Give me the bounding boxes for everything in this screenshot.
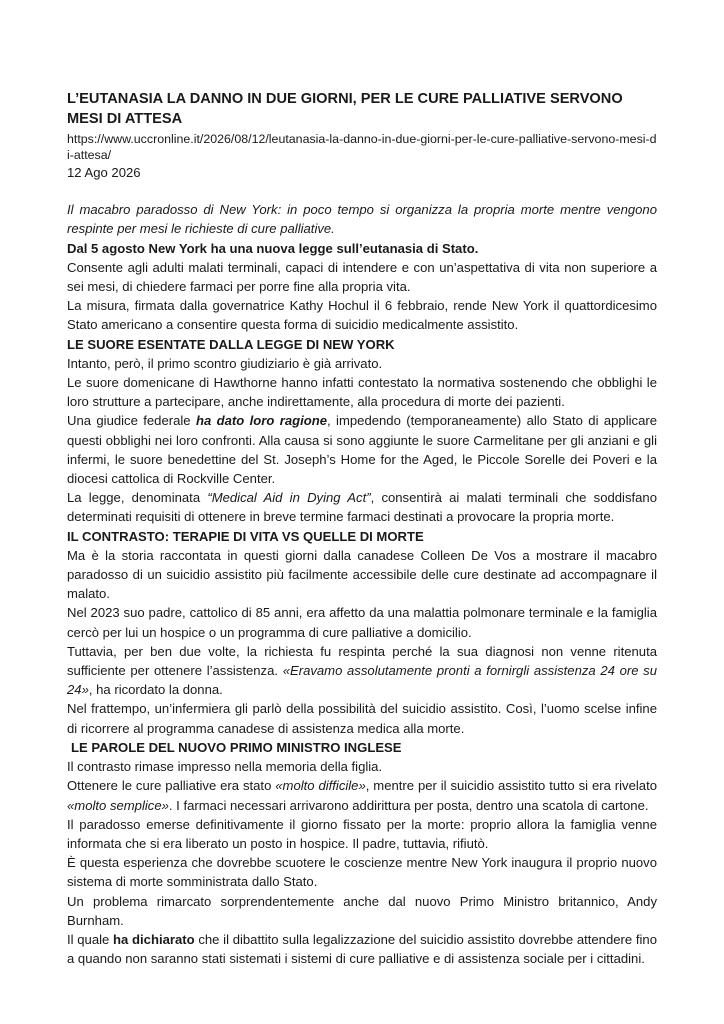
paragraph-1: Consente agli adulti malati terminali, capaci di intendere e con un’aspettativa di vita non superiore a sei mesi, di chiedere farmaci per porre fine alla propria vita. bbox=[67, 259, 657, 295]
paragraph-16 bbox=[67, 930, 657, 968]
paragraph-6-end: , consentirà ai malati terminali che soddisfano determinati requisiti di ottenere in breve termine farmaci destinati a provocare la propria morte. bbox=[67, 490, 657, 525]
paragraph-2: La misura, firmata dalla governatrice Kathy Hochul il 6 febbraio, rende New York il quattordicesimo Stato americano a consentire questa forma di suicidio medicalmente assistito. bbox=[67, 298, 657, 333]
article-title: L’EUTANASIA LA DANNO IN DUE GIORNI, PER LE CURE PALLIATIVE SERVONO MESI DI ATTESA bbox=[67, 91, 623, 127]
quote-difficile: «molto difficile» bbox=[275, 778, 366, 794]
paragraph-12 bbox=[67, 776, 657, 814]
paragraph-6 bbox=[67, 488, 657, 526]
paragraph-9-end: , ha ricordato la donna. bbox=[88, 682, 223, 698]
paragraph-12-start: Ottenere le cure palliative era stato bbox=[67, 778, 276, 794]
section-heading-contrasto: IL CONTRASTO: TERAPIE DI VITA VS QUELLE DI MORTE bbox=[67, 528, 424, 544]
section-heading-suore: LE SUORE ESENTATE DALLA LEGGE DI NEW YORK bbox=[67, 336, 395, 352]
paragraph-5-end: , impedendo (temporaneamente) allo Stato di applicare questi obblighi nei loro confronti. Alla causa si sono aggiunte le suore Carmelitane per gli anziani e gli infermi, le suore benedettine del St. Joseph’s Home for the Aged, le Piccole Sorelle dei Poveri e la diocesi cattolica di Rockville Center. bbox=[67, 413, 658, 487]
paragraph-12-end: . I farmaci necessari arrivarono addirittura per posta, dentro una scatola di cartone. bbox=[168, 797, 649, 813]
paragraph-8: Nel 2023 suo padre, cattolico di 85 anni, era affetto da una malattia polmonare terminale e la famiglia cercò per lui un hospice o un programma di cure palliative a domicilio. bbox=[67, 605, 657, 640]
paragraph-11: Il contrasto rimase impresso nella memoria della figlia. bbox=[67, 759, 383, 775]
paragraph-7: Ma è la storia raccontata in questi giorni dalla canadese Colleen De Vos a mostrare il macabro paradosso di un suicidio assistito più facilmente accessibile delle cure destinate ad accompagnare il malato. bbox=[67, 547, 657, 602]
paragraph-16-end: che il dibattito sulla legalizzazione del suicidio assistito dovrebbe attendere fino a quando non saranno stati sistemati i sistemi di cure palliative e di assistenza sociale per i cittadini. bbox=[67, 931, 657, 967]
paragraph-9 bbox=[67, 642, 657, 700]
declaration-link[interactable]: ha dichiarato bbox=[113, 931, 195, 947]
paragraph-10: Nel frattempo, un’infermiera gli parlò della possibilità del suicidio assistito. Così, l’uomo scelse infine di ricorrere al programma canadese di assistenza medica alla morte. bbox=[67, 701, 657, 736]
act-name: “Medical Aid in Dying Act” bbox=[207, 490, 371, 506]
article-lead: Il macabro paradosso di New York: in poco tempo si organizza la propria morte mentre vengono respinte per mesi le richieste di cure palliative. bbox=[67, 202, 657, 237]
paragraph-6-start: La legge, denominata bbox=[67, 490, 208, 506]
paragraph-16-start: Il quale bbox=[67, 931, 114, 947]
quote-assistenza: «Eravamo assolutamente pronti a fornirgli assistenza 24 ore su 24» bbox=[67, 663, 658, 698]
paragraph-3: Intanto, però, il primo scontro giudiziario è già arrivato. bbox=[67, 355, 383, 371]
paragraph-14: È questa esperienza che dovrebbe scuotere le coscienze mentre New York inaugura il proprio nuovo sistema di morte somministrata dallo Stato. bbox=[67, 855, 657, 890]
paragraph-12-middle: , mentre per il suicidio assistito tutto si era rivelato bbox=[365, 778, 657, 794]
article-url[interactable]: https://www.uccronline.it/2026/08/12/leutanasia-la-danno-in-due-giorni-per-le-cure-palliative-servono-mesi-di-attesa/ bbox=[67, 132, 657, 162]
paragraph-9-start: Tuttavia, per ben due volte, la richiesta fu respinta perché la sua diagnosi non venne ritenuta sufficiente per ottenere l’assistenza. bbox=[67, 643, 657, 679]
paragraph-13: Il paradosso emerse definitivamente il giorno fissato per la morte: proprio allora la famiglia venne informata che si era liberato un posto in hospice. Il padre, tuttavia, rifiutò. bbox=[67, 816, 657, 851]
article-date: 12 Ago 2026 bbox=[67, 165, 141, 180]
paragraph-5-start: Una giudice federale bbox=[67, 413, 196, 429]
article-subhead: Dal 5 agosto New York ha una nuova legge sull’eutanasia di Stato. bbox=[67, 240, 479, 256]
quote-semplice: «molto semplice» bbox=[67, 797, 169, 813]
ruling-link[interactable]: ha dato loro ragione bbox=[195, 413, 328, 429]
document-page bbox=[67, 90, 657, 968]
paragraph-15: Un problema rimarcato sorprendentemente anche dal nuovo Primo Ministro britannico, Andy Burnham. bbox=[67, 893, 657, 928]
paragraph-5 bbox=[67, 411, 657, 488]
paragraph-4: Le suore domenicane di Hawthorne hanno infatti contestato la normativa sostenendo che obblighi le loro strutture a partecipare, anche indirettamente, alla procedura di morte dei pazienti. bbox=[67, 375, 657, 410]
section-heading-ministro: LE PAROLE DEL NUOVO PRIMO MINISTRO INGLESE bbox=[71, 739, 402, 755]
